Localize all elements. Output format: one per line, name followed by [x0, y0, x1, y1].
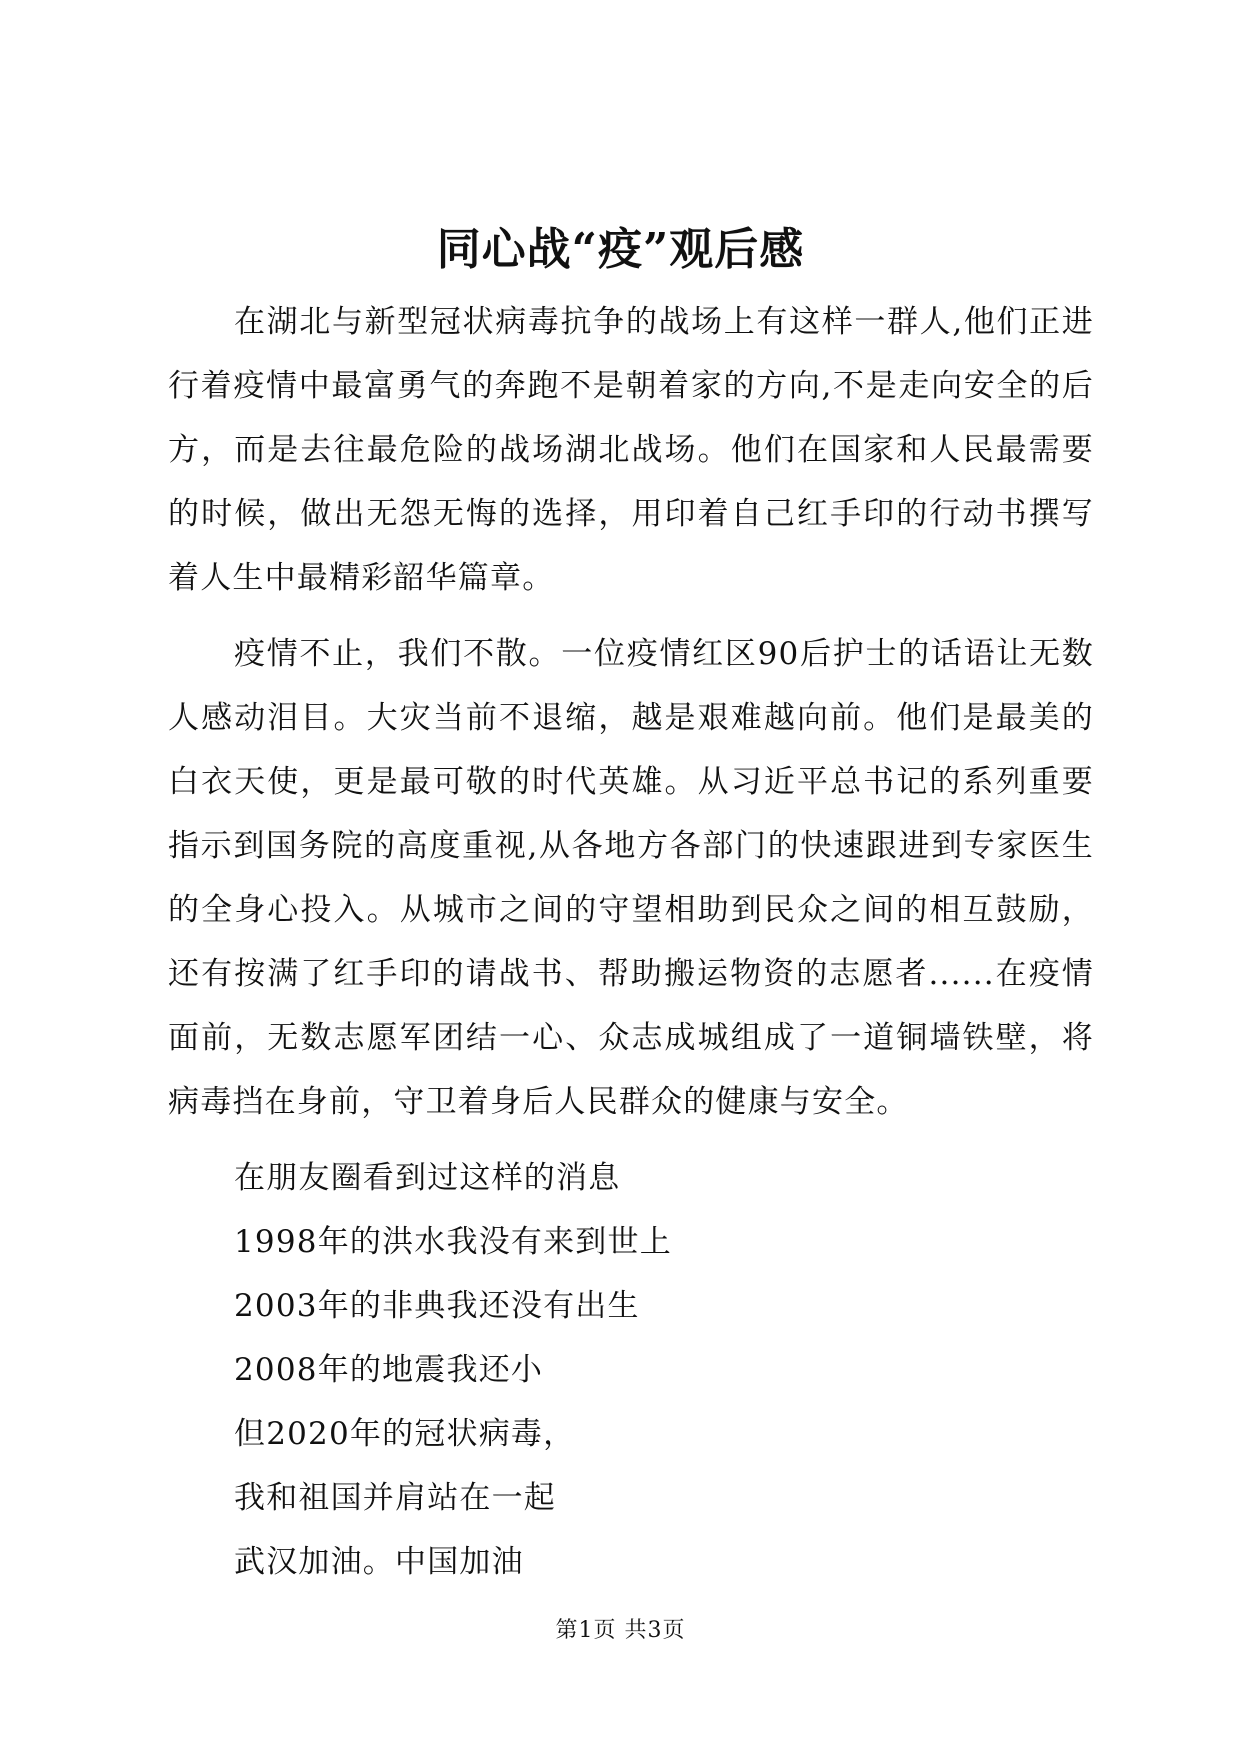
poem-line: 我和祖国并肩站在一起 — [234, 1480, 556, 1516]
poem-line: 2008年的地震我还小 — [234, 1352, 544, 1388]
paragraph-1: 在湖北与新型冠状病毒抗争的战场上有这样一群人,他们正进行着疫情中最富勇气的奔跑不是朝着家的方向,不是走向安全的后方，而是去往最危险的战场湖北战场。他们在国家和人民最需要的时候，做出无怨无悔的选择，用印着自己红手印的行动书撰写着人生中最精彩韶华篇章。 — [168, 304, 1094, 596]
poem-block — [168, 1146, 1094, 1594]
poem-line: 1998年的洪水我没有来到世上 — [234, 1224, 672, 1260]
paragraph-2: 疫情不止，我们不散。一位疫情红区90后护士的话语让无数人感动泪目。大灾当前不退缩，越是艰难越向前。他们是最美的白衣天使，更是最可敬的时代英雄。从习近平总书记的系列重要指示到国务院的高度重视,从各地方各部门的快速跟进到专家医生的全身心投入。从城市之间的守望相助到民众之间的相互鼓励，还有按满了红手印的请战书、帮助搬运物资的志愿者......在疫情面前，无数志愿军团结一心、众志成城组成了一道铜墙铁壁，将病毒挡在身前，守卫着身后人民群众的健康与安全。 — [168, 636, 1094, 1120]
poem-line: 在朋友圈看到过这样的消息 — [234, 1160, 621, 1196]
article-body — [168, 290, 1094, 1594]
page-number-footer: 第1页 共3页 — [555, 1618, 686, 1643]
poem-line: 2003年的非典我还没有出生 — [234, 1288, 640, 1324]
poem-line: 武汉加油。中国加油 — [234, 1544, 524, 1580]
poem-line: 但2020年的冠状病毒， — [234, 1416, 576, 1452]
page-title: 同心战“疫”观后感 — [436, 224, 805, 275]
